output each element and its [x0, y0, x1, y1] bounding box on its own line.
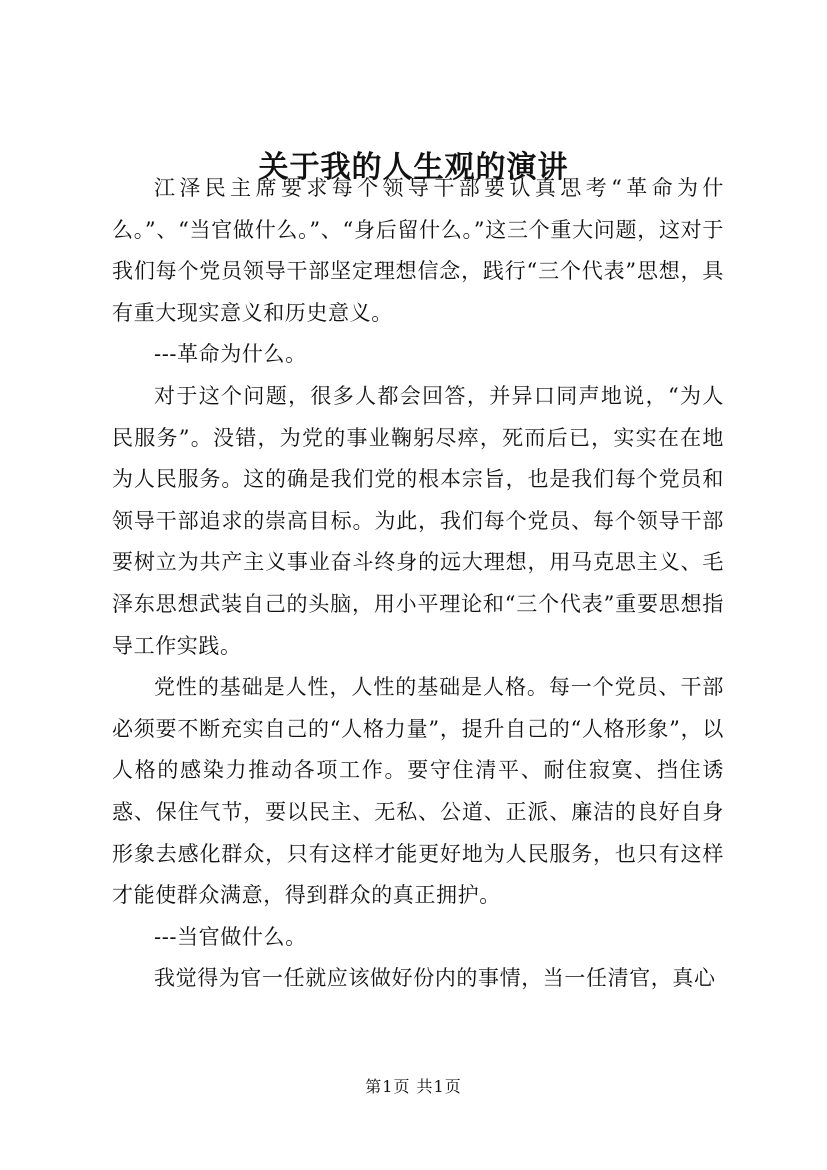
paragraph-6: 我觉得为官一任就应该做好份内的事情，当一任清官，真心 [154, 966, 716, 991]
paragraph-1: 江泽民主席要求每个领导干部要认真思考“革命为什么。”、“当官做什么。”、“身后留什么。”这三个重大问题，这对于我们每个党员领导干部坚定理想信念，践行“三个代表”思想，具有重大现实意义和历史意义。 [112, 176, 724, 325]
document-body [112, 168, 724, 1000]
paragraph-4: 党性的基础是人性，人性的基础是人格。每一个党员、干部必须要不断充实自己的“人格力量”，提升自己的“人格形象”，以人格的感染力推动各项工作。要守住清平、耐住寂寞、挡住诱惑、保住气节，要以民主、无私、公道、正派、廉洁的良好自身形象去感化群众，只有这样才能更好地为人民服务，也只有这样才能使群众满意，得到群众的真正拥护。 [112, 675, 724, 908]
paragraph-2: ---革命为什么。 [154, 342, 307, 367]
paragraph-5: ---当官做什么。 [154, 924, 307, 949]
document-title: 关于我的人生观的演讲 [258, 150, 569, 185]
paragraph-3: 对于这个问题，很多人都会回答，并异口同声地说，“为人民服务”。没错，为党的事业鞠躬尽瘁，死而后已，实实在在地为人民服务。这的确是我们党的根本宗旨，也是我们每个党员和领导干部追求的崇高目标。为此，我们每个党员、每个领导干部要树立为共产主义事业奋斗终身的远大理想，用马克思主义、毛泽东思想武装自己的头脑，用小平理论和“三个代表”重要思想指导工作实践。 [112, 383, 724, 658]
page-footer: 第1页 共1页 [365, 1077, 462, 1096]
